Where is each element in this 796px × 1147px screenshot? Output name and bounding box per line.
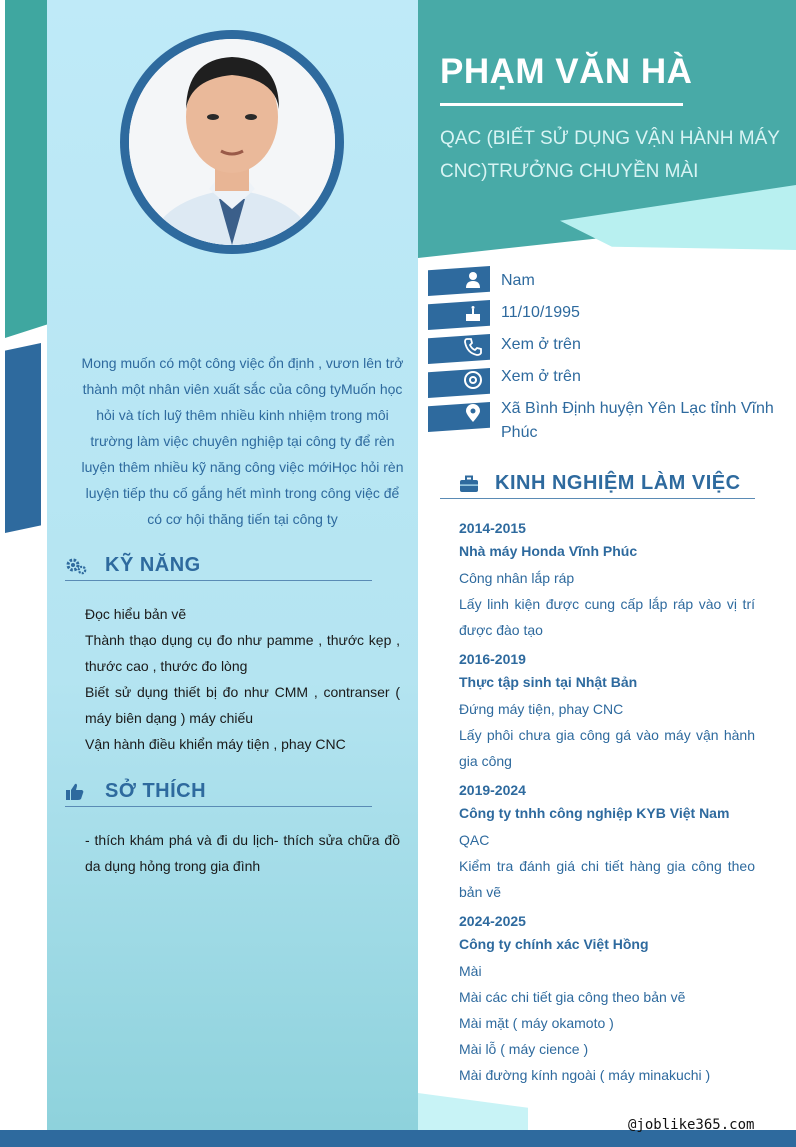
experience-detail: Mài mặt ( máy okamoto ) <box>459 1015 614 1031</box>
cake-icon <box>463 304 483 329</box>
avatar-photo <box>129 39 335 245</box>
candidate-name: PHẠM VĂN HÀ <box>440 52 693 91</box>
skills-divider <box>65 580 372 581</box>
footer-accent <box>418 1093 528 1130</box>
skills-list <box>85 601 400 757</box>
gender-value: Nam <box>501 272 535 289</box>
hobbies-title: SỞ THÍCH <box>105 780 207 802</box>
address-value: Xã Bình Định huyện Yên Lạc tỉnh Vĩnh Phúc <box>501 400 774 441</box>
skill-item: Vận hành điều khiển máy tiện , phay CNC <box>85 736 346 752</box>
experience-detail: QAC <box>459 832 490 848</box>
avatar <box>129 39 335 245</box>
experience-detail: Đứng máy tiện, phay CNC <box>459 701 624 717</box>
experience-period: 2014-2015 <box>459 520 526 536</box>
skill-item: Thành thạo dụng cụ đo như pamme , thước kẹp , thước cao , thước đo lòng <box>85 632 400 674</box>
at-icon <box>463 370 483 395</box>
briefcase-icon <box>459 475 479 493</box>
left-teal-strip <box>5 0 47 338</box>
experience-list <box>459 520 755 1088</box>
person-icon <box>463 270 483 295</box>
thumbs-up-icon <box>65 782 85 802</box>
experience-detail: Mài <box>459 963 482 979</box>
experience-entry <box>459 651 755 774</box>
left-blue-strip <box>5 343 41 533</box>
experience-detail: Công nhân lắp ráp <box>459 570 575 586</box>
experience-title: KINH NGHIỆM LÀM VIỆC <box>495 472 741 494</box>
experience-entry <box>459 520 755 643</box>
name-underline <box>440 103 683 106</box>
experience-company: Thực tập sinh tại Nhật Bản <box>459 674 638 690</box>
hobbies-text: - thích khám phá và đi du lịch- thích sửa chữa đồ da dụng hỏng trong gia đình <box>85 832 400 874</box>
experience-company: Công ty chính xác Việt Hồng <box>459 936 649 952</box>
watermark: @joblike365.com <box>628 1117 755 1133</box>
location-icon <box>463 403 483 428</box>
phone-icon <box>463 337 483 362</box>
skills-title: KỸ NĂNG <box>105 554 201 576</box>
experience-detail: Mài lỗ ( máy cience ) <box>459 1041 589 1057</box>
job-title: QAC (BIẾT SỬ DỤNG VẬN HÀNH MÁY CNC)TRƯỞNG CHUYỀN MÀI <box>440 128 780 182</box>
experience-detail: Mài đường kính ngoài ( máy minakuchi ) <box>459 1067 711 1083</box>
gears-icon <box>65 555 87 577</box>
experience-detail: Mài các chi tiết gia công theo bản vẽ <box>459 989 686 1005</box>
phone-value: Xem ở trên <box>501 336 581 353</box>
experience-detail: Kiểm tra đánh giá chi tiết hàng gia công theo bản vẽ <box>459 858 755 900</box>
experience-detail: Lấy phôi chưa gia công gá vào máy vận hành gia công <box>459 727 755 769</box>
experience-entry <box>459 913 755 1088</box>
experience-period: 2016-2019 <box>459 651 526 667</box>
experience-company: Nhà máy Honda Vĩnh Phúc <box>459 543 638 559</box>
hobbies-divider <box>65 806 372 807</box>
birthdate-value: 11/10/1995 <box>501 304 580 321</box>
skill-item: Đọc hiểu bản vẽ <box>85 606 187 622</box>
email-value: Xem ở trên <box>501 368 581 385</box>
experience-detail: Lấy linh kiện được cung cấp lắp ráp vào vị trí được đào tạo <box>459 596 755 638</box>
experience-entry <box>459 782 755 905</box>
experience-period: 2024-2025 <box>459 913 526 929</box>
career-objective: Mong muốn có một công việc ổn định , vươn lên trở thành một nhân viên xuất sắc của công tyMuốn học hỏi và tích luỹ thêm nhiều kinh nhiệm trong môi trường làm việc chuyên nghiệp tại công ty để rèn luyện thêm nhiều kỹ năng công việc mớiHọc hỏi rèn luyện tiếp thu cố gắng hết mình trong công việc để có cơ hội thăng tiến tại công ty <box>81 355 404 527</box>
experience-divider <box>440 498 755 499</box>
experience-period: 2019-2024 <box>459 782 526 798</box>
skill-item: Biết sử dụng thiết bị đo như CMM , contranser ( máy biên dạng ) máy chiếu <box>85 684 400 726</box>
experience-company: Công ty tnhh công nghiệp KYB Việt Nam <box>459 805 730 821</box>
